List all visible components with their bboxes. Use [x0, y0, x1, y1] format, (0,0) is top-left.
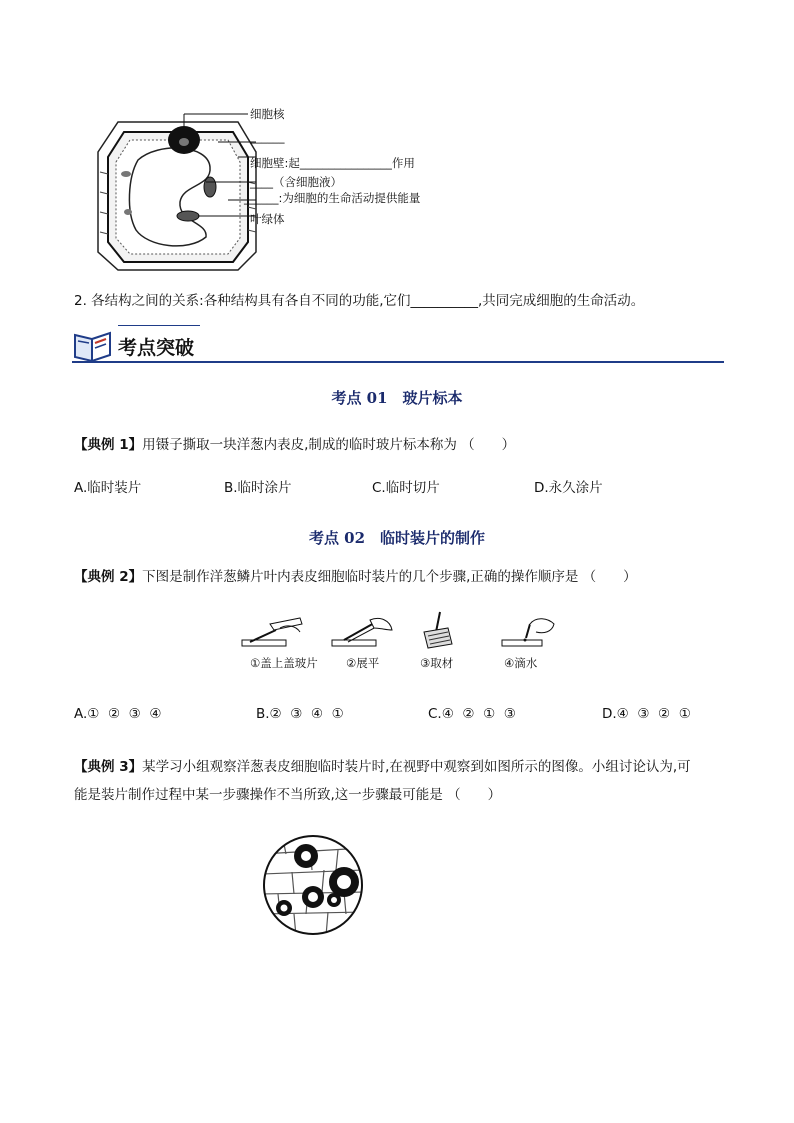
example3-tag: 【典例 3】: [74, 759, 143, 775]
example1-tag: 【典例 1】: [74, 437, 143, 453]
section-title: 考点突破: [118, 337, 195, 359]
microscope-view: [262, 834, 364, 936]
section-divider: [72, 361, 724, 363]
example1-option-c: C.临时切片: [372, 480, 440, 496]
example3: [74, 753, 734, 809]
example3-question-line2: 能是装片制作过程中某一步骤操作不当所致,这一步骤最可能是 （ ）: [74, 787, 502, 803]
example1-option-d: D.永久涂片: [534, 480, 603, 496]
step-2-label: ②展平: [346, 656, 380, 670]
open-book-icon: [72, 327, 114, 363]
microscope-field-image: [262, 834, 364, 936]
example2-option-b: B.② ③ ④ ①: [256, 706, 344, 722]
section-header: [72, 323, 724, 365]
kp2-heading: 考点 02 临时装片的制作: [308, 529, 486, 547]
take-material-step-figure: [418, 610, 458, 650]
example2-question: 下图是制作洋葱鳞片叶内表皮细胞临时装片的几个步骤,正确的操作顺序是 （ ）: [142, 569, 637, 585]
relationship-statement: 2. 各结构之间的关系:各种结构具有各自不同的功能,它们__________,共同完成细胞的生命活动。: [74, 293, 645, 309]
example2-option-c: C.④ ② ① ③: [428, 706, 516, 722]
drip-water-step-figure: [500, 616, 560, 652]
example3-question-line1: 某学习小组观察洋葱表皮细胞临时装片时,在视野中观察到如图所示的图像。小组讨论认为,可: [142, 759, 691, 775]
section-title-underline: [118, 325, 200, 326]
label-nucleus: 细胞核: [250, 107, 285, 121]
label-chloroplast: 叶绿体: [250, 212, 285, 226]
example1-question: 用镊子撕取一块洋葱内表皮,制成的临时玻片标本称为 （ ）: [142, 437, 516, 453]
example2-tag: 【典例 2】: [74, 569, 143, 585]
example2-option-a: A.① ② ③ ④: [74, 706, 162, 722]
kp1-heading: 考点 01 玻片标本: [331, 389, 463, 407]
example1: [74, 433, 515, 453]
example1-option-b: B.临时涂片: [224, 480, 292, 496]
example1-option-a: A.临时装片: [74, 480, 142, 496]
example3-line1: [74, 753, 734, 781]
cover-slip-step-figure: [240, 616, 306, 652]
step-3-label: ③取材: [420, 656, 454, 670]
example2: [74, 565, 637, 585]
label-mitochondria: ______:为细胞的生命活动提供能量: [244, 191, 421, 205]
plant-cell-illustration: [88, 112, 258, 272]
label-cell-wall: 细胞壁:起________________作用: [250, 156, 415, 170]
step-4-label: ④滴水: [504, 656, 538, 670]
flatten-step-figure: [330, 616, 396, 652]
label-blank1: ______: [250, 130, 285, 144]
step-1-label: ①盖上盖玻片: [250, 656, 318, 670]
example2-option-d: D.④ ③ ② ①: [602, 706, 691, 722]
step-figures: [238, 610, 568, 672]
plant-cell-diagram: [88, 112, 258, 272]
label-vacuole: ____（含细胞液）: [250, 175, 342, 189]
